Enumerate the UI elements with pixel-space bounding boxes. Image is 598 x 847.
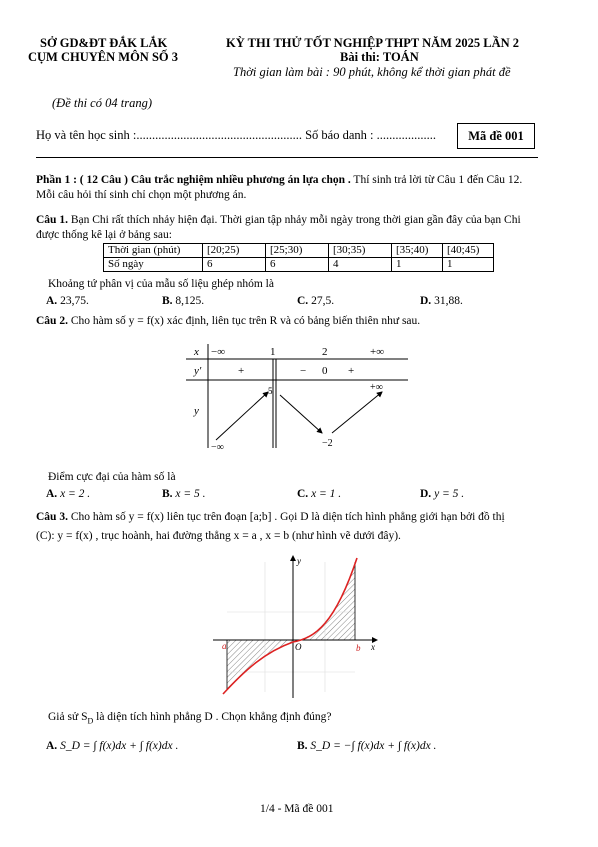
page-footer: 1/4 - Mã đề 001 xyxy=(260,803,334,815)
option-letter: C. xyxy=(297,488,309,500)
table-cell: 6 xyxy=(266,258,329,272)
q2-text-line xyxy=(36,315,420,327)
q1-label: Câu 1. xyxy=(36,214,68,226)
header-divider xyxy=(36,157,538,158)
bbt-y-value: +∞ xyxy=(370,382,383,393)
q3-option-a xyxy=(46,740,178,752)
option-value: x = 2 . xyxy=(60,488,91,500)
frequency-table xyxy=(103,243,494,272)
table-cell: Thời gian (phút) xyxy=(104,244,203,258)
option-letter: B. xyxy=(162,295,173,307)
student-info-line: Họ và tên học sinh :..................................................... Số báo danh : ................... xyxy=(36,128,436,142)
variation-table xyxy=(180,340,410,455)
option-letter: A. xyxy=(46,295,58,307)
q3-prompt xyxy=(48,711,332,725)
q1-text-line-a xyxy=(36,214,521,226)
table-cell: 1 xyxy=(392,258,443,272)
option-letter: B. xyxy=(297,740,308,752)
table-cell: [25;30) xyxy=(266,244,329,258)
table-cell: [40;45) xyxy=(443,244,494,258)
q3-text-line-a xyxy=(36,511,505,523)
q1-text-a: Bạn Chi rất thích nhảy hiện đại. Thời gian tập nhảy mỗi ngày trong thời gian gần đây của bạn Chi xyxy=(67,214,521,226)
part1-instruction-a: Thí sinh trả lời từ Câu 1 đến Câu 12. xyxy=(350,174,523,186)
exam-title: KỲ THI THỬ TỐT NGHIỆP THPT NĂM 2025 LẦN 2 xyxy=(226,36,519,50)
shaded-region-left xyxy=(227,640,293,690)
school-line-2: CỤM CHUYÊN MÔN SỐ 3 xyxy=(28,50,178,64)
x-axis-label: x xyxy=(371,642,375,652)
bbt-sign: 0 xyxy=(322,365,328,377)
q1-option-a xyxy=(46,295,89,307)
bbt-y-value: 5 xyxy=(268,386,273,396)
q3-label: Câu 3. xyxy=(36,511,68,523)
table-cell: [20;25) xyxy=(203,244,266,258)
table-row xyxy=(104,258,494,272)
option-letter: A. xyxy=(46,740,58,752)
option-value: 31,88. xyxy=(434,295,463,307)
bbt-arrow-up xyxy=(332,392,382,433)
table-row xyxy=(104,244,494,258)
table-cell: Số ngày xyxy=(104,258,203,272)
school-line-1: SỞ GD&ĐT ĐẮK LẮK xyxy=(40,36,168,50)
q2-option-d xyxy=(420,488,464,500)
option-value: 27,5. xyxy=(311,295,335,307)
q2-label: Câu 2. xyxy=(36,315,68,327)
table-cell: [35;40) xyxy=(392,244,443,258)
exam-time-note: Thời gian làm bài : 90 phút, không kể thời gian phát đề xyxy=(233,65,511,79)
exam-code-box: Mã đề 001 xyxy=(457,123,535,149)
part1-instruction-b: Mỗi câu hỏi thí sinh chỉ chọn một phương án. xyxy=(36,189,247,201)
q1-option-d xyxy=(420,295,463,307)
bbt-y-value: −∞ xyxy=(211,442,224,453)
bbt-sign: − xyxy=(300,365,307,377)
q3-text-b: (C): y = f(x) , trục hoành, hai đường thẳng x = a , x = b (như hình vẽ dưới đây). xyxy=(36,530,401,542)
q2-option-c xyxy=(297,488,341,500)
bbt-sign: + xyxy=(348,365,355,377)
part1-title: Phần 1 : ( 12 Câu ) Câu trắc nghiệm nhiều phương án lựa chọn . xyxy=(36,174,351,186)
y-axis-label: y xyxy=(297,556,301,566)
option-letter: B. xyxy=(162,488,173,500)
table-cell: 6 xyxy=(203,258,266,272)
option-value: 8,125. xyxy=(175,295,205,307)
table-cell: 1 xyxy=(443,258,494,272)
option-value: y = 5 . xyxy=(434,488,465,500)
option-value: x = 5 . xyxy=(175,488,206,500)
option-letter: D. xyxy=(420,488,432,500)
exam-subject: Bài thi: TOÁN xyxy=(340,50,419,64)
q1-option-b xyxy=(162,295,204,307)
part1-heading xyxy=(36,174,522,186)
option-value: S_D = ∫ f(x)dx + ∫ f(x)dx . xyxy=(60,740,179,752)
option-letter: A. xyxy=(46,488,58,500)
q3-text-a: Cho hàm số y = f(x) liên tục trên đoạn [a;b] . Gọi D là diện tích hình phẳng giới hạn bởi đồ thị xyxy=(67,511,505,523)
q3-option-b xyxy=(297,740,436,752)
bbt-x-value: −∞ xyxy=(211,346,226,358)
table-cell: 4 xyxy=(329,258,392,272)
q3-prompt-start: Giả sử S xyxy=(48,711,88,723)
q2-text: Cho hàm số y = f(x) xác định, liên tục trên R và có bảng biến thiên như sau. xyxy=(67,315,421,327)
option-value: S_D = −∫ f(x)dx + ∫ f(x)dx . xyxy=(310,740,437,752)
origin-label: O xyxy=(295,642,302,652)
q1-option-c xyxy=(297,295,334,307)
bbt-yprime-label: y′ xyxy=(194,365,202,377)
bbt-y-value: −2 xyxy=(322,438,333,449)
q2-option-a xyxy=(46,488,90,500)
table-cell: [30;35) xyxy=(329,244,392,258)
bbt-x-value: 2 xyxy=(322,346,328,358)
area-graph xyxy=(205,552,385,702)
q3-prompt-rest: là diện tích hình phẳng D . Chọn khẳng định đúng? xyxy=(93,711,332,723)
shaded-region-right xyxy=(293,562,355,640)
a-label: a xyxy=(222,641,227,651)
bbt-y-label: y xyxy=(194,405,199,417)
option-letter: C. xyxy=(297,295,309,307)
option-value: 23,75. xyxy=(60,295,89,307)
option-value: x = 1 . xyxy=(311,488,342,500)
bbt-arrow-down xyxy=(280,395,322,433)
q1-prompt: Khoảng tứ phân vị của mẫu số liệu ghép nhóm là xyxy=(48,278,274,290)
q1-text-b: được thống kê lại ở bảng sau: xyxy=(36,229,172,241)
bbt-sign: + xyxy=(238,365,245,377)
b-label: b xyxy=(356,643,361,653)
bbt-x-label: x xyxy=(194,346,199,358)
pages-note: (Đề thi có 04 trang) xyxy=(52,96,152,110)
bbt-x-value: +∞ xyxy=(370,346,385,358)
bbt-arrow-up xyxy=(216,392,268,440)
q2-option-b xyxy=(162,488,206,500)
q2-prompt: Điểm cực đại của hàm số là xyxy=(48,471,176,483)
option-letter: D. xyxy=(420,295,432,307)
bbt-x-value: 1 xyxy=(270,346,276,358)
q3-prompt-sub: D xyxy=(87,716,94,726)
